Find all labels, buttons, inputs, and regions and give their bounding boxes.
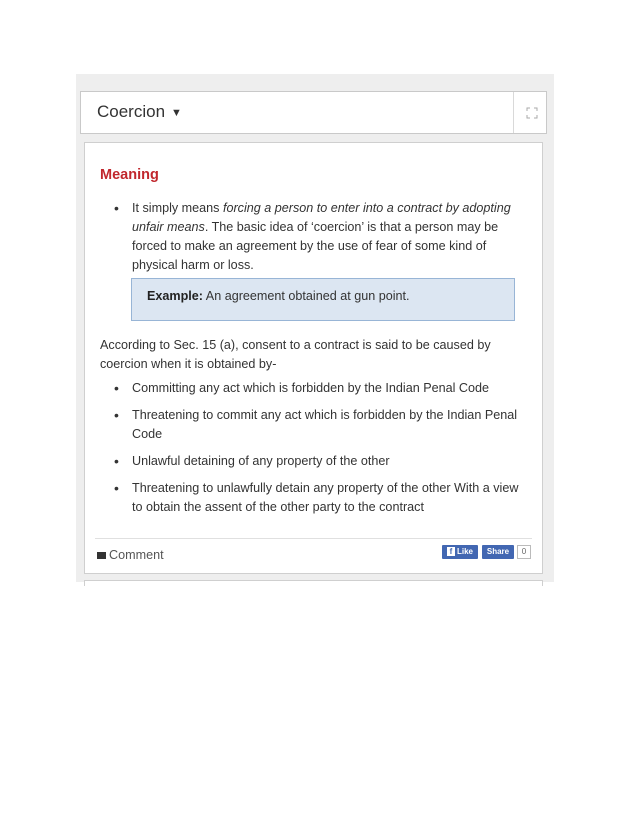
meaning-heading: Meaning bbox=[100, 167, 159, 183]
section-title-text: Coercion bbox=[97, 102, 166, 121]
chevron-down-icon[interactable]: ▼ bbox=[171, 107, 182, 119]
bullet-icon: • bbox=[114, 200, 119, 216]
next-section-box bbox=[84, 580, 543, 586]
header-divider bbox=[513, 92, 514, 133]
expand-icon[interactable] bbox=[526, 107, 538, 119]
section-paragraph: According to Sec. 15 (a), consent to a contract is said to be caused by coercion when it is obtained by- bbox=[100, 338, 491, 371]
bullet-icon: • bbox=[114, 407, 119, 423]
example-text: Example: An agreement obtained at gun point. bbox=[147, 289, 410, 303]
list-item: • Threatening to unlawfully detain any property of the other With a view to obtain the assent of the other party to the contract bbox=[114, 480, 519, 514]
card-divider bbox=[95, 538, 532, 539]
bullet-icon: • bbox=[114, 453, 119, 469]
content-card bbox=[84, 142, 543, 574]
causes-list bbox=[100, 379, 520, 525]
list-item: • Unlawful detaining of any property of the other bbox=[114, 453, 390, 469]
section-header[interactable] bbox=[80, 91, 547, 134]
bullet-icon: • bbox=[114, 480, 119, 496]
list-item: • Committing any act which is forbidden by the Indian Penal Code bbox=[114, 380, 490, 396]
facebook-share-button[interactable]: Share bbox=[482, 545, 514, 559]
example-box bbox=[131, 278, 515, 321]
comment-link[interactable]: Comment bbox=[97, 548, 164, 562]
facebook-icon: f bbox=[447, 547, 455, 556]
list-item: • Threatening to commit any act which is forbidden by the Indian Penal Code bbox=[114, 407, 518, 441]
section-title[interactable] bbox=[97, 102, 182, 122]
bullet-icon: • bbox=[114, 380, 119, 396]
list-item: • It simply means forcing a person to enter into a contract by adopting unfair means. The basic idea of ‘coercion’ is that a person may be forced to make an agreement by the use of fear of some kind of physical harm or loss. bbox=[114, 200, 511, 272]
facebook-like-button[interactable]: f Like bbox=[442, 545, 478, 559]
comment-icon bbox=[97, 552, 106, 559]
share-count: 0 bbox=[517, 545, 531, 559]
intro-list bbox=[100, 199, 520, 275]
